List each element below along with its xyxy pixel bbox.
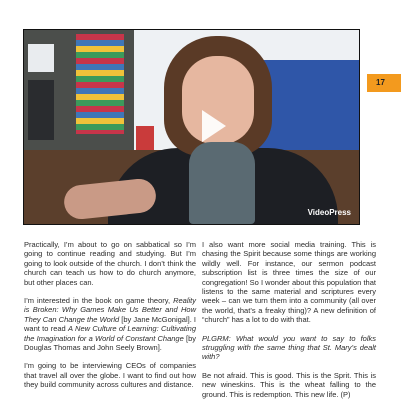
book-title: A New Culture of Learning: Cultivating the Imagination for a World of Constant Change (24, 324, 197, 343)
article-column-left (24, 240, 196, 390)
videopress-badge: VideoPress (307, 208, 351, 217)
paragraph: I also want more social media training. This is chasing the Spirit because some things are working wildly well. For instance, our sermon podcast subscription list is three times the size of our congregation! So I wonder about this population that listens to the same material and scriptures every week – can we turn them into a community (all over the world, that’s a freaky thing)? A new definition of “church” has a lot to do with that. (202, 240, 376, 325)
paragraph: Be not afraid. This is good. This is the Sprit. This is new wineskins. This is the wheat falling to the ground. This is redemption. This new life. (P) (202, 370, 376, 399)
text: [by Jane McGonigal]. I want to read (24, 314, 196, 334)
play-icon[interactable] (202, 110, 226, 142)
text: I’m interested in the book on game theory, (24, 296, 174, 306)
interview-question (202, 334, 376, 362)
video-thumbnail (24, 30, 359, 224)
text: [by Douglas Thomas and John Seely Brown]. (24, 333, 197, 353)
video-player[interactable] (24, 30, 359, 224)
page-number-tab: 17 (367, 74, 401, 92)
book-title: Reality is Broken: Why Games Make Us Better and How They Can Change the World (24, 296, 196, 324)
paragraph (24, 296, 196, 352)
question-text: PLGRM: What would you want to say to folks struggling with the same thing that St. Mary’s dealt with? (202, 333, 376, 362)
article-column-right (202, 240, 376, 399)
paragraph: Practically, I’m about to go on sabbatical so I’m going to continue reading and studying. But I’m going to look outside of the church. I don’t think the church can teach us how to do church anymore, but other places can. (24, 240, 196, 287)
paragraph: I’m going to be interviewing CEOs of companies that travel all over the globe. I want to find out how they build community across cultures and distance. (24, 361, 196, 390)
